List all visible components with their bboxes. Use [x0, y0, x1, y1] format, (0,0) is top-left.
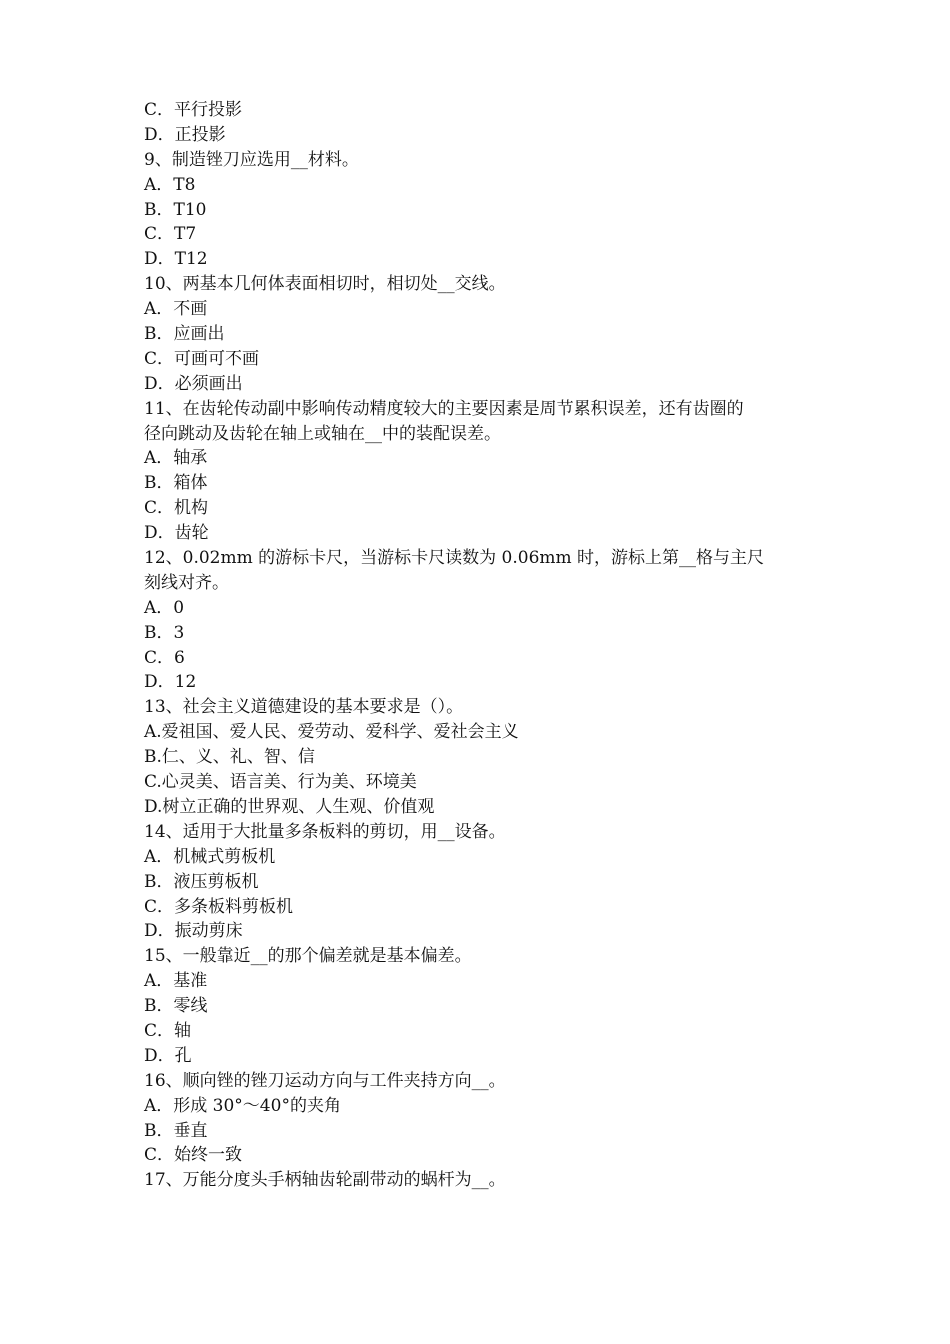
option-c-q10: C．可画可不画 — [144, 348, 260, 369]
question-16: 16、顺向锉的锉刀运动方向与工件夹持方向__。 — [144, 1070, 506, 1091]
question-11-line-1: 11、在齿轮传动副中影响传动精度较大的主要因素是周节累积误差，还有齿圈的 — [144, 398, 744, 419]
option-a-q11: A．轴承 — [144, 448, 208, 469]
option-b-q13: B.仁、义、礼、智、信 — [144, 747, 315, 768]
option-c-q8: C．平行投影 — [144, 100, 243, 120]
option-a-q9: A．T8 — [144, 174, 196, 195]
option-a-q15: A．基准 — [144, 971, 208, 992]
option-c-q15: C．轴 — [144, 1020, 192, 1041]
option-d-q11: D．齿轮 — [144, 523, 209, 544]
question-15: 15、一般靠近__的那个偏差就是基本偏差。 — [144, 946, 472, 967]
option-d-q12: D．12 — [144, 672, 197, 693]
question-12-line-1: 12、0.02mm 的游标卡尺，当游标卡尺读数为 0.06mm 时，游标上第__格与主尺 — [144, 548, 765, 569]
question-17: 17、万能分度头手柄轴齿轮副带动的蜗杆为__。 — [144, 1170, 506, 1191]
question-10: 10、两基本几何体表面相切时，相切处__交线。 — [144, 274, 506, 295]
question-11-line-2: 径向跳动及齿轮在轴上或轴在__中的装配误差。 — [144, 423, 501, 444]
option-d-q8: D．正投影 — [144, 124, 226, 145]
option-c-q16: C．始终一致 — [144, 1145, 243, 1166]
option-c-q14: C．多条板料剪板机 — [144, 896, 294, 917]
option-b-q15: B．零线 — [144, 996, 208, 1017]
question-9: 9、制造锉刀应选用__材料。 — [144, 149, 359, 170]
option-c-q13: C.心灵美、语言美、行为美、环境美 — [144, 772, 417, 793]
option-d-q13: D.树立正确的世界观、人生观、价值观 — [144, 796, 435, 817]
option-c-q11: C．机构 — [144, 498, 209, 519]
question-13: 13、社会主义道德建设的基本要求是（）。 — [144, 697, 464, 718]
option-a-q16: A．形成 30°～40°的夹角 — [144, 1095, 341, 1116]
option-a-q10: A．不画 — [144, 299, 208, 320]
option-b-q11: B．箱体 — [144, 473, 208, 494]
option-a-q12: A．0 — [144, 597, 185, 618]
option-c-q12: C．6 — [144, 647, 185, 668]
option-a-q14: A．机械式剪板机 — [144, 846, 276, 867]
option-c-q9: C．T7 — [144, 224, 197, 245]
option-d-q9: D．T12 — [144, 249, 208, 270]
question-12-line-2: 刻线对齐。 — [144, 572, 229, 593]
option-a-q13: A.爱祖国、爱人民、爱劳动、爱科学、爱社会主义 — [144, 722, 519, 743]
option-b-q12: B．3 — [144, 622, 185, 643]
question-14: 14、适用于大批量多条板料的剪切，用__设备。 — [144, 821, 506, 842]
option-b-q10: B．应画出 — [144, 324, 225, 345]
option-b-q14: B．液压剪板机 — [144, 871, 259, 892]
option-b-q16: B．垂直 — [144, 1120, 208, 1141]
option-d-q10: D．必须画出 — [144, 373, 243, 394]
document-page — [144, 98, 814, 1193]
option-b-q9: B．T10 — [144, 199, 207, 220]
option-d-q15: D．孔 — [144, 1045, 192, 1066]
option-d-q14: D．振动剪床 — [144, 921, 243, 942]
